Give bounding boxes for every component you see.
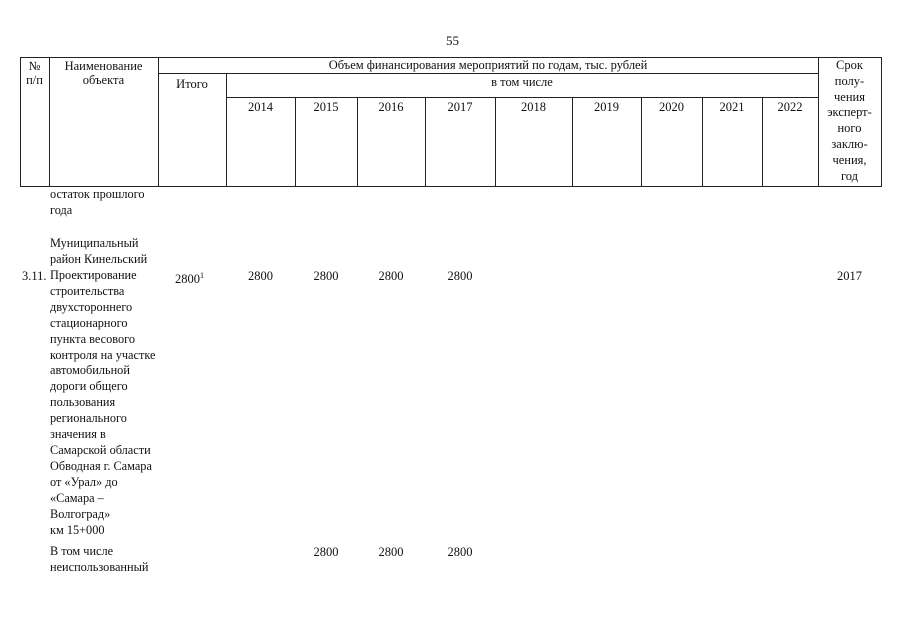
- municipal-line: Муниципальный: [50, 236, 139, 250]
- item-line: контроля на участке: [50, 347, 156, 362]
- item-line: регионального: [50, 411, 127, 426]
- deadline-line: полу-: [834, 73, 865, 88]
- municipal-district: [50, 236, 162, 268]
- item-total: [175, 268, 204, 287]
- deadline-line: эксперт-: [827, 105, 872, 120]
- item-value-2016: 2800: [378, 269, 404, 283]
- item-line: Обводная г. Самара: [50, 458, 152, 473]
- item-line: двухстороннего: [50, 299, 133, 314]
- including-text: [50, 544, 162, 576]
- header-year-2018: 2018: [521, 100, 546, 114]
- header-name-line2: объекта: [82, 73, 125, 87]
- item-line: Самарской области: [50, 442, 151, 457]
- header-name-line1: Наименование: [64, 59, 143, 73]
- item-line: значения в: [50, 427, 106, 442]
- header-year-2016: 2016: [378, 100, 404, 114]
- municipal-line: район Кинельский: [50, 251, 148, 266]
- page-number: 55: [446, 33, 459, 48]
- item-value-2014: 2800: [248, 269, 273, 283]
- item-line: «Самара –: [50, 490, 104, 505]
- header-funding-title: Объем финансирования мероприятий по годам, тыс. рублей: [328, 58, 648, 72]
- header-year-2015: 2015: [313, 100, 339, 114]
- deadline-line: год: [840, 168, 859, 183]
- header-year-2019: 2019: [594, 100, 619, 114]
- item-line: автомобильной: [50, 363, 130, 378]
- deadline-line: чения,: [832, 152, 867, 167]
- header-including: в том числе: [491, 75, 553, 89]
- item-line: Проектирование: [50, 268, 137, 282]
- header-year-2014: 2014: [248, 100, 273, 114]
- carryover-text: [50, 187, 162, 219]
- header-num-line2: п/п: [26, 73, 43, 87]
- deadline-line: чения: [834, 89, 865, 104]
- header-year-2020: 2020: [659, 100, 684, 114]
- item-number: 3.11.: [22, 269, 47, 283]
- item-line: строительства: [50, 283, 125, 298]
- including-value-2016: 2800: [378, 545, 404, 559]
- item-line: стационарного: [50, 315, 128, 330]
- item-value-2015: 2800: [313, 269, 339, 283]
- deadline-line: ного: [837, 121, 862, 136]
- item-total-footnote: 1: [200, 271, 204, 280]
- item-deadline: 2017: [837, 269, 862, 283]
- including-line: неиспользованный: [50, 559, 149, 574]
- item-line: Волгоград»: [50, 506, 111, 521]
- including-value-2017: 2800: [447, 545, 473, 559]
- including-line: В том числе: [50, 544, 114, 558]
- deadline-line: Срок: [836, 58, 863, 72]
- header-num-line1: №: [28, 59, 41, 73]
- item-value-2017: 2800: [447, 269, 473, 283]
- carryover-line: остаток прошлого: [50, 187, 145, 201]
- item-line: пользования: [50, 395, 116, 410]
- carryover-line: года: [50, 202, 73, 217]
- item-total-value: 2800: [175, 272, 200, 287]
- header-year-2022: 2022: [777, 100, 803, 114]
- item-description: [50, 268, 162, 538]
- header-year-2017: 2017: [447, 100, 473, 114]
- item-line: км 15+000: [50, 522, 105, 537]
- including-value-2015: 2800: [313, 545, 339, 559]
- header-deadline: [818, 58, 881, 184]
- item-line: пункта весового: [50, 331, 136, 346]
- header-total: Итого: [176, 77, 208, 91]
- item-line: от «Урал» до: [50, 474, 118, 489]
- deadline-line: заклю-: [831, 136, 868, 151]
- header-year-2021: 2021: [719, 100, 745, 114]
- item-line: дороги общего: [50, 379, 128, 394]
